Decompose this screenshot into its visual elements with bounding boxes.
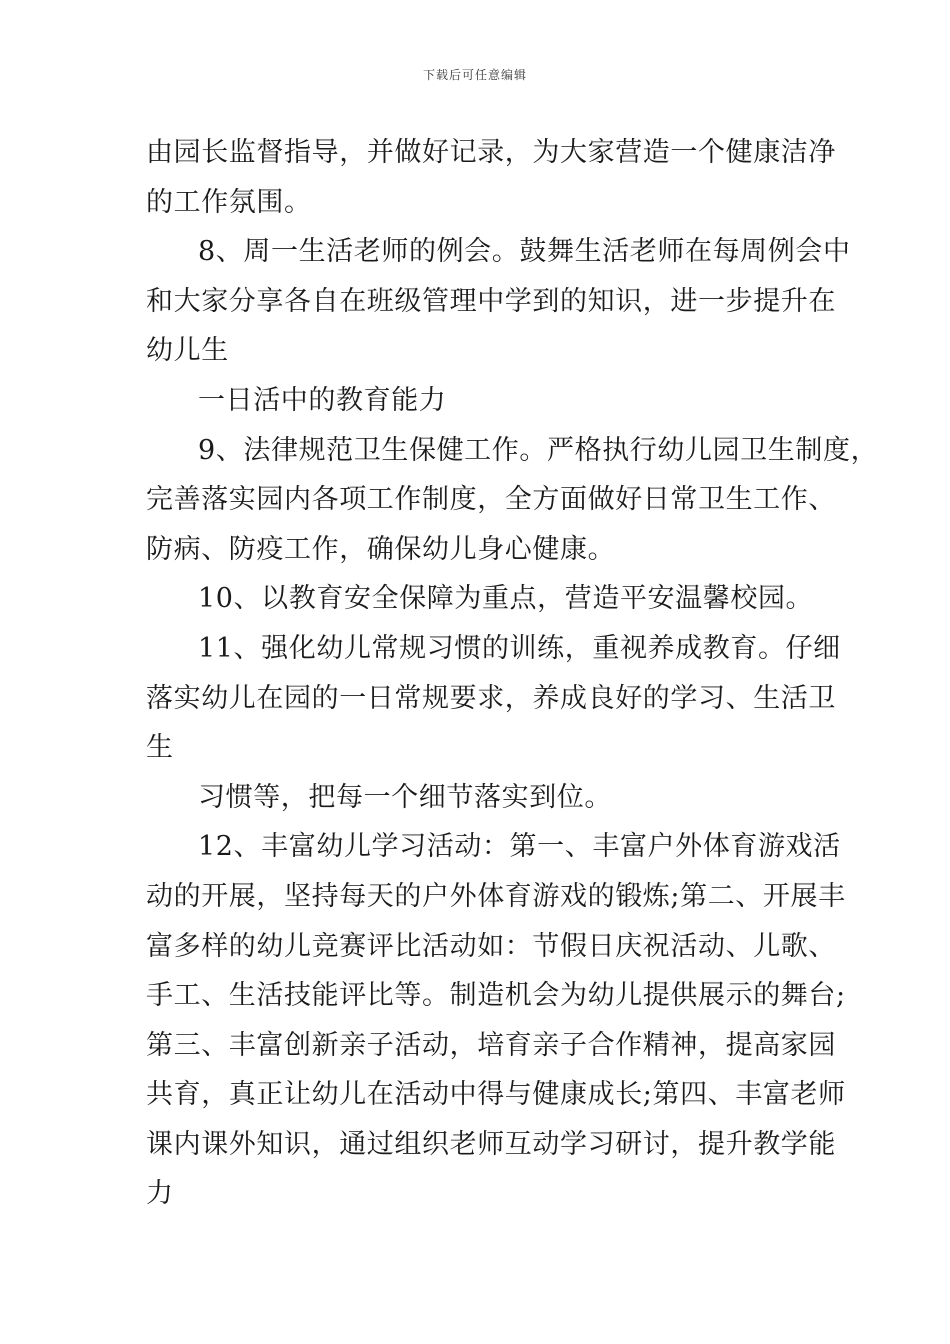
- text-line: 动的开展，坚持每天的户外体育游戏的锻炼;第二、开展丰: [146, 880, 846, 912]
- text-line: 第三、丰富创新亲子活动，培育亲子合作精神，提高家园: [146, 1029, 836, 1061]
- text-line: 习惯等，把每一个细节落实到位。: [198, 781, 612, 813]
- text-line: 9、法律规范卫生保健工作。严格执行幼儿园卫生制度，: [198, 434, 879, 466]
- page-header: 下载后可任意编辑: [422, 68, 527, 82]
- text-line: 幼儿生: [146, 335, 229, 367]
- document-body: [146, 128, 879, 1219]
- text-line: 一日活中的教育能力: [198, 384, 447, 416]
- text-line: 8、周一生活老师的例会。鼓舞生活老师在每周例会中: [198, 236, 851, 268]
- text-line: 力: [146, 1178, 174, 1210]
- text-line: 落实幼儿在园的一日常规要求，养成良好的学习、生活卫: [146, 682, 836, 714]
- text-line: 手工、生活技能评比等。制造机会为幼儿提供展示的舞台;: [146, 980, 846, 1012]
- text-line: 10、以教育安全保障为重点，营造平安温馨校园。: [198, 583, 814, 615]
- text-line: 的工作氛围。: [146, 186, 312, 218]
- text-line: 共育，真正让幼儿在活动中得与健康成长;第四、丰富老师: [146, 1079, 846, 1111]
- text-line: 和大家分享各自在班级管理中学到的知识，进一步提升在: [146, 285, 836, 317]
- text-line: 富多样的幼儿竞赛评比活动如：节假日庆祝活动、儿歌、: [146, 930, 836, 962]
- text-line: 防病、防疫工作，确保幼儿身心健康。: [146, 533, 616, 565]
- text-line: 由园长监督指导，并做好记录，为大家营造一个健康洁净: [146, 137, 836, 168]
- text-line: 12、丰富幼儿学习活动：第一、丰富户外体育游戏活: [198, 831, 841, 863]
- text-line: 生: [146, 732, 174, 764]
- text-line: 11、强化幼儿常规习惯的训练，重视养成教育。仔细: [198, 632, 841, 664]
- text-line: 完善落实园内各项工作制度，全方面做好日常卫生工作、: [146, 484, 836, 516]
- text-line: 课内课外知识，通过组织老师互动学习研讨，提升教学能: [146, 1128, 836, 1160]
